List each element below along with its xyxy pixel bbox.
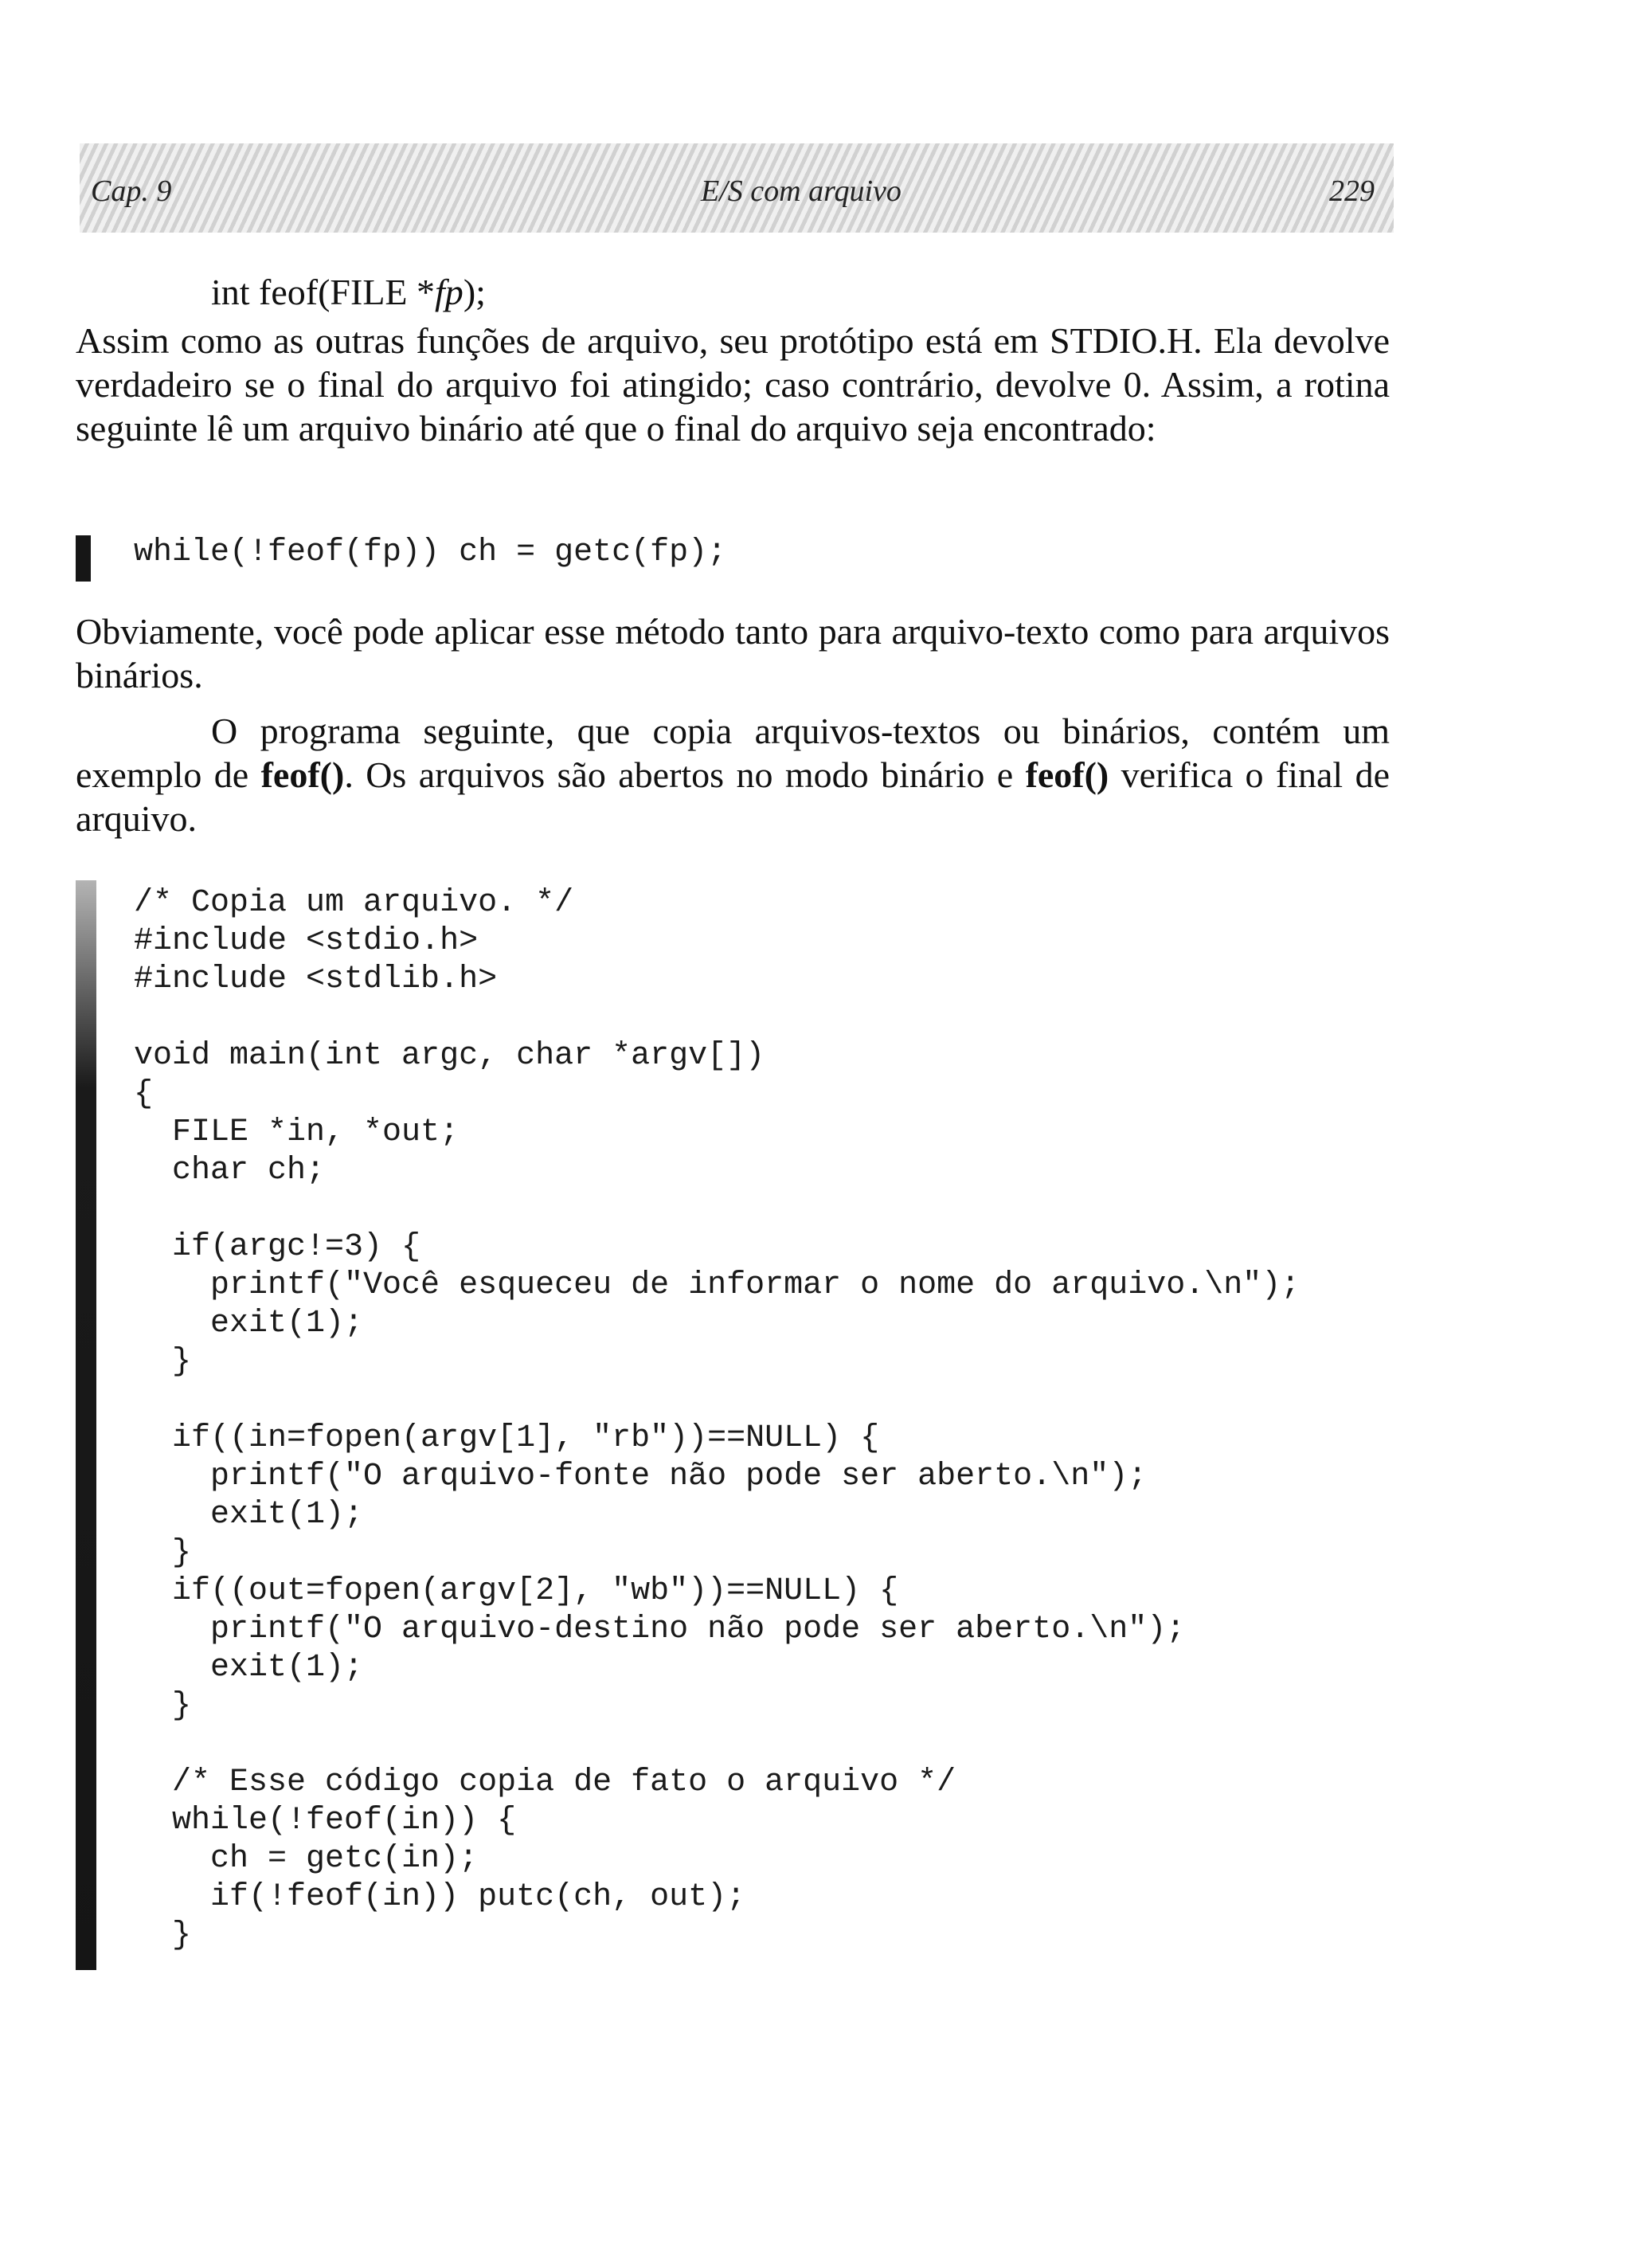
code-line: }: [134, 1344, 192, 1380]
code-line: while(!feof(in)) {: [134, 1803, 517, 1839]
code-line: #include <stdio.h>: [134, 923, 479, 959]
code-line: exit(1);: [134, 1306, 364, 1342]
signature-prefix: int feof(FILE *: [211, 272, 436, 312]
code-listing-bar: [76, 880, 96, 1970]
signature-suffix: );: [463, 272, 486, 312]
code-line: [134, 1381, 1300, 1420]
body-paragraph-2: [76, 609, 1390, 697]
code-line: [134, 1190, 1300, 1228]
chapter-label: Cap. 9: [91, 174, 172, 208]
paragraph-text: [76, 709, 1390, 840]
paragraph-part: verifica o final de arquivo.: [76, 754, 1390, 839]
paragraph-text: Assim como as outras funções de arquivo, seu protótipo está em STDIO.H. Ela devolve verdadeiro se o final do arquivo foi atingido; caso contrário, devolve 0. Assim, a rotina seguinte lê um arquivo binário até que o final do arquivo seja encontrado:: [76, 320, 1390, 449]
code-snippet: while(!feof(fp)) ch = getc(fp);: [134, 535, 727, 570]
code-line: if((out=fopen(argv[2], "wb"))==NULL) {: [134, 1573, 899, 1609]
code-line: void main(int argc, char *argv[]): [134, 1038, 765, 1074]
code-line: }: [134, 1535, 192, 1571]
code-line: /* Copia um arquivo. */: [134, 885, 574, 921]
page-number: 229: [1329, 174, 1375, 208]
code-line: if((in=fopen(argv[1], "rb"))==NULL) {: [134, 1420, 880, 1456]
code-line: printf("Você esqueceu de informar o nome do arquivo.\n");: [134, 1267, 1300, 1303]
signature-param: fp: [435, 272, 463, 312]
code-marker-bar: [76, 535, 91, 582]
body-paragraph-1: [76, 319, 1390, 450]
paragraph-part: O programa seguinte, que copia arquivos-textos ou binários, contém um exemplo de: [76, 711, 1390, 795]
code-line: /* Esse código copia de fato o arquivo */: [134, 1765, 956, 1800]
paragraph-text: Obviamente, você pode aplicar esse método tanto para arquivo-texto como para arquivos binários.: [76, 611, 1390, 695]
code-line: [134, 1725, 1300, 1764]
body-paragraph-3: [76, 709, 1390, 840]
code-line: printf("O arquivo-destino não pode ser aberto.\n");: [134, 1612, 1186, 1647]
code-line: {: [134, 1076, 154, 1112]
paragraph-part: . Os arquivos são abertos no modo binário e: [344, 754, 1026, 795]
code-line: }: [134, 1917, 192, 1953]
section-title: E/S com arquivo: [701, 174, 902, 208]
code-line: }: [134, 1688, 192, 1724]
function-name: feof(): [1025, 754, 1109, 795]
code-line: ch = getc(in);: [134, 1841, 479, 1877]
code-line: exit(1);: [134, 1497, 364, 1533]
function-name: feof(): [260, 754, 345, 795]
code-line: #include <stdlib.h>: [134, 962, 498, 997]
code-line: [134, 999, 1300, 1037]
code-line: if(argc!=3) {: [134, 1229, 421, 1265]
code-line: exit(1);: [134, 1650, 364, 1686]
function-signature: [211, 271, 486, 313]
code-line: printf("O arquivo-fonte não pode ser aberto.\n");: [134, 1459, 1148, 1494]
code-line: char ch;: [134, 1153, 326, 1189]
code-line: if(!feof(in)) putc(ch, out);: [134, 1879, 746, 1915]
code-listing: [134, 884, 1300, 1955]
code-line: FILE *in, *out;: [134, 1114, 460, 1150]
running-header: [80, 143, 1394, 233]
